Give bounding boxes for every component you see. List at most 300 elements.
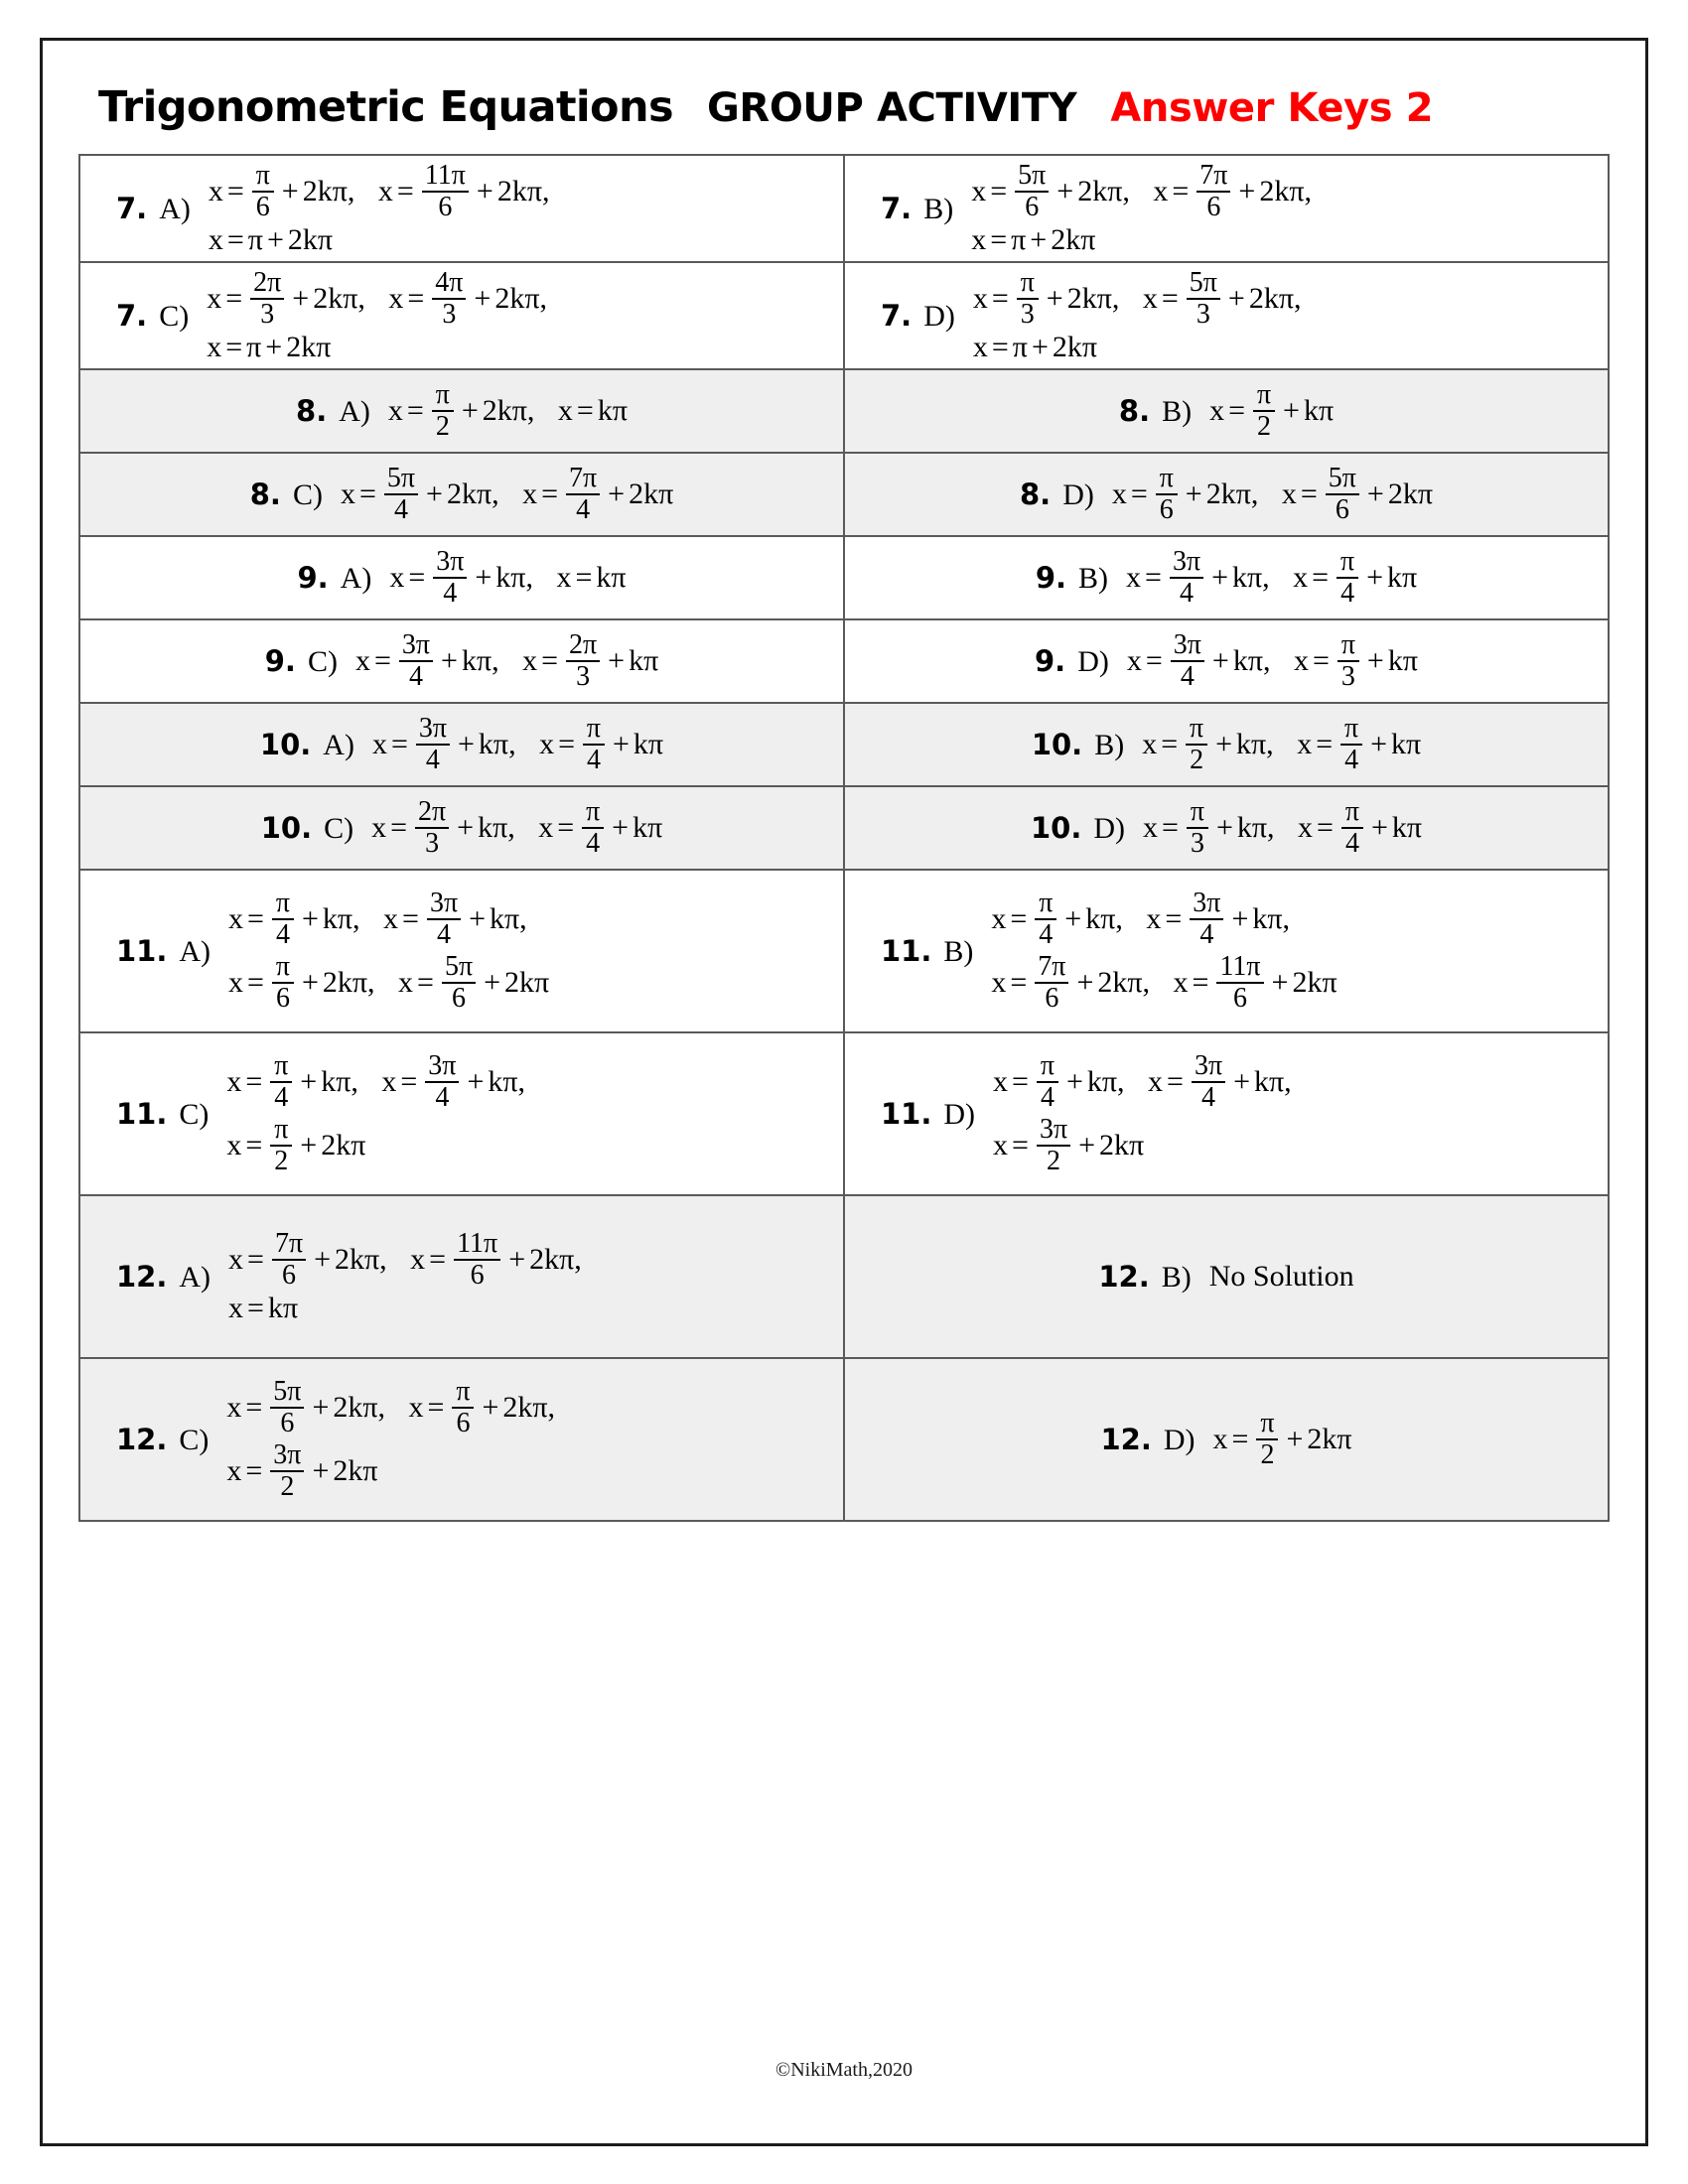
math-operator: = [408, 561, 426, 594]
fraction-numerator: π [456, 1376, 471, 1407]
math-term: 2kπ, [333, 1391, 386, 1424]
math-term: 2kπ, [322, 966, 375, 999]
answer-cell-content [90, 1230, 833, 1323]
equation-line [389, 548, 626, 608]
math-operator: = [991, 282, 1009, 315]
option-letter: A) [159, 192, 191, 225]
option-letter: B) [1162, 394, 1193, 428]
answer-key-table [78, 154, 1610, 1522]
equation-line [226, 1116, 525, 1175]
answer-cell-content [90, 889, 833, 1013]
answer-cell-content [855, 793, 1598, 863]
math-term: x [522, 644, 538, 677]
math-operator: = [226, 175, 244, 207]
fraction-numerator: 3π [1193, 887, 1221, 918]
table-row [79, 155, 1609, 262]
fraction-denominator: 4 [587, 745, 601, 775]
math-operator: = [417, 966, 434, 999]
fraction-numerator: 3π [418, 713, 447, 744]
fraction-numerator: 3π [1173, 629, 1201, 660]
fraction-denominator: 4 [425, 745, 440, 775]
math-operator: + [612, 811, 630, 844]
math-term: x [226, 1065, 242, 1098]
math-term: x [557, 394, 573, 427]
fraction [1187, 798, 1208, 858]
option-letter: D) [1093, 811, 1126, 845]
math-term: kπ, [1236, 728, 1274, 760]
math-term: x [377, 175, 393, 207]
math-term: 2kπ, [313, 282, 365, 315]
math-term: x [228, 1243, 244, 1276]
math-term: 2kπ, [494, 282, 547, 315]
math-term: kπ [633, 811, 663, 844]
fraction-numerator: π [435, 379, 450, 410]
fraction-numerator: π [255, 160, 270, 191]
math-term: kπ [267, 1292, 299, 1324]
math-operator: + [1238, 175, 1256, 207]
math-term: x [1173, 966, 1189, 999]
fraction-numerator: π [1020, 267, 1035, 298]
option-letter: D) [943, 1097, 976, 1131]
equation-group [993, 1052, 1292, 1175]
question-number: 8. [1020, 477, 1052, 511]
math-operator: + [1056, 175, 1074, 207]
equation-line [1127, 631, 1418, 691]
math-operator: = [541, 478, 559, 510]
fraction [1170, 548, 1203, 608]
answer-cell-content [855, 376, 1598, 446]
fraction-numerator: π [586, 796, 601, 827]
fraction-numerator: 4π [435, 267, 464, 298]
equation-line [228, 1230, 582, 1290]
fraction-denominator: 4 [576, 494, 591, 525]
fraction-denominator: 4 [586, 828, 601, 859]
math-term: x [228, 902, 244, 935]
fraction-numerator: π [1039, 887, 1054, 918]
math-operator: = [1012, 1129, 1029, 1161]
answer-label [116, 299, 189, 334]
math-operator: = [245, 1129, 263, 1161]
answer-label [116, 934, 211, 969]
page-title: Trigonometric Equations [98, 82, 673, 132]
option-letter: C) [307, 644, 338, 678]
math-operator: = [1167, 1065, 1184, 1098]
fraction-denominator: 3 [1196, 299, 1210, 330]
math-term: π [246, 331, 262, 363]
fraction-numerator: 5π [386, 463, 416, 493]
equation-line [209, 162, 550, 221]
math-operator: + [1211, 561, 1229, 594]
equation-group [209, 162, 550, 255]
math-term: x [1212, 1423, 1228, 1455]
question-number: 7. [881, 298, 913, 333]
fraction-numerator: π [274, 1050, 289, 1081]
math-operator: + [608, 644, 626, 677]
fraction-numerator: 5π [1189, 267, 1217, 298]
math-gap [499, 478, 507, 511]
math-gap [534, 394, 542, 428]
math-term: x [1126, 644, 1142, 677]
math-term: 2kπ [287, 223, 334, 256]
math-gap [1123, 902, 1131, 936]
fraction [1187, 269, 1220, 329]
answer-cell [79, 262, 844, 369]
fraction-numerator: 3π [1039, 1114, 1068, 1145]
fraction [422, 162, 469, 221]
math-operator: + [458, 728, 475, 760]
fraction [1192, 1052, 1225, 1112]
math-gap [516, 728, 524, 761]
fraction [1017, 269, 1039, 329]
fraction-denominator: 6 [1232, 983, 1247, 1014]
equation-line [228, 889, 549, 949]
fraction-denominator: 6 [1025, 192, 1040, 222]
equation-line [207, 333, 547, 362]
math-operator: + [1064, 902, 1082, 935]
answer-label [296, 394, 370, 429]
equation-line [1142, 715, 1421, 774]
equation-group [372, 715, 663, 774]
table-row [79, 703, 1609, 786]
math-gap [1270, 561, 1278, 595]
math-operator: + [475, 561, 492, 594]
math-term: x [408, 1391, 424, 1424]
fraction-numerator: 3π [428, 1050, 457, 1081]
answer-cell [844, 619, 1609, 703]
option-letter: D) [923, 299, 955, 333]
answer-label [1032, 728, 1124, 762]
fraction [1035, 889, 1056, 949]
fraction-numerator: 3π [273, 1439, 302, 1470]
math-operator: + [482, 1391, 499, 1424]
question-number: 10. [260, 810, 313, 845]
option-letter: A) [179, 934, 211, 968]
math-term: 2kπ, [1097, 966, 1151, 999]
fraction [415, 798, 449, 858]
math-term: x [410, 1243, 426, 1276]
answer-cell-content [855, 1242, 1598, 1311]
answer-cell-content [90, 543, 833, 613]
table-row [79, 262, 1609, 369]
option-letter: B) [923, 192, 954, 225]
answer-cell-content [90, 793, 833, 863]
equation-line [226, 1052, 525, 1112]
math-operator: + [312, 1454, 330, 1487]
equation-group [971, 162, 1312, 255]
math-term: kπ, [461, 644, 499, 677]
equation-line [1112, 465, 1433, 524]
answer-label [1119, 394, 1192, 429]
equation-group [1209, 381, 1334, 441]
fraction [1037, 1052, 1058, 1112]
math-term: kπ, [1232, 644, 1271, 677]
math-term: kπ [597, 394, 628, 427]
fraction [270, 1052, 292, 1112]
option-letter: B) [1078, 561, 1109, 595]
math-operator: = [402, 902, 419, 935]
fraction-numerator: 2π [253, 267, 282, 298]
fraction [1035, 953, 1068, 1013]
fraction [272, 889, 294, 949]
equation-group [1127, 631, 1418, 691]
question-number: 7. [116, 298, 148, 333]
answer-cell-content [855, 1052, 1598, 1175]
math-gap [533, 561, 541, 595]
fraction [452, 1378, 474, 1437]
answer-cell [844, 1358, 1609, 1521]
math-operator: + [1271, 966, 1289, 999]
option-letter: D) [1163, 1423, 1196, 1456]
math-operator: = [990, 223, 1008, 256]
math-operator: + [312, 1391, 330, 1424]
question-number: 12. [116, 1259, 168, 1294]
fraction-denominator: 6 [275, 983, 290, 1014]
math-term: 2kπ, [1259, 175, 1312, 207]
equation-line [991, 889, 1336, 949]
fraction-denominator: 4 [408, 661, 423, 692]
math-operator: + [1030, 223, 1048, 256]
math-term: 2kπ [333, 1454, 378, 1487]
math-term: 2kπ, [482, 394, 535, 427]
question-number: 7. [881, 191, 913, 225]
equation-line [372, 715, 663, 774]
fraction-denominator: 4 [275, 919, 290, 950]
math-operator: = [990, 175, 1008, 207]
math-operator: = [390, 811, 408, 844]
fraction-denominator: 4 [443, 578, 458, 609]
question-number: 8. [296, 393, 328, 428]
question-number: 9. [1035, 560, 1067, 595]
math-operator: + [314, 1243, 332, 1276]
fraction [432, 269, 466, 329]
fraction-numerator: 11π [424, 160, 466, 191]
math-term: x [389, 561, 405, 594]
math-operator: + [1185, 478, 1202, 510]
math-term: kπ, [488, 1065, 526, 1098]
math-operator: + [1231, 902, 1249, 935]
answer-cell-content [90, 710, 833, 779]
fraction-denominator: 4 [1344, 745, 1359, 775]
math-operator: = [1145, 561, 1162, 594]
fraction [1156, 465, 1178, 524]
math-operator: = [225, 282, 243, 315]
answer-cell [79, 536, 844, 619]
fraction [442, 953, 476, 1013]
fraction-denominator: 4 [1180, 578, 1195, 609]
math-term: x [991, 902, 1007, 935]
answer-label [881, 299, 955, 334]
math-operator: = [406, 394, 424, 427]
fraction [1015, 162, 1049, 221]
answer-label [1098, 1260, 1191, 1295]
math-operator: + [461, 394, 479, 427]
math-term: x [207, 331, 222, 363]
question-number: 12. [116, 1422, 168, 1456]
fraction-numerator: π [1256, 379, 1272, 410]
question-number: 10. [1031, 727, 1083, 761]
fraction-numerator: π [1344, 713, 1359, 744]
equation-line [207, 269, 547, 329]
math-operator: = [247, 902, 264, 935]
math-term: x [1126, 561, 1142, 594]
math-operator: + [1215, 728, 1233, 760]
answer-label [260, 728, 354, 762]
answer-label [1020, 478, 1094, 512]
fraction [416, 715, 450, 774]
footer-credit: ©NikiMath,2020 [775, 2059, 913, 2081]
fraction-denominator: 4 [435, 1082, 450, 1113]
equation-line [1143, 798, 1422, 858]
question-number: 10. [259, 727, 312, 761]
math-term: x [972, 282, 988, 315]
answer-label [261, 811, 353, 846]
math-operator: = [1312, 561, 1330, 594]
answer-cell [844, 262, 1609, 369]
math-term: x [993, 1065, 1009, 1098]
math-term: kπ, [1232, 561, 1270, 594]
fraction [1171, 631, 1204, 691]
equation-line [388, 381, 628, 441]
fraction-numerator: 5π [1328, 463, 1356, 493]
math-operator: + [300, 1065, 318, 1098]
equation-group [991, 889, 1336, 1013]
answer-cell-content [855, 626, 1598, 696]
math-term: x [354, 644, 370, 677]
fraction-denominator: 2 [435, 411, 450, 442]
fraction-numerator: 2π [418, 796, 447, 827]
fraction-denominator: 6 [438, 192, 453, 222]
math-term: kπ, [478, 811, 515, 844]
fraction-numerator: 11π [1219, 951, 1261, 982]
fraction [1341, 798, 1363, 858]
question-number: 9. [297, 560, 329, 595]
math-operator: = [541, 644, 559, 677]
math-operator: = [576, 394, 594, 427]
equation-group [226, 1378, 555, 1501]
fraction-numerator: π [1190, 713, 1204, 744]
fraction-numerator: 3π [429, 887, 459, 918]
equation-group [388, 381, 628, 441]
option-letter: A) [340, 561, 372, 595]
math-gap [1274, 728, 1282, 761]
math-gap [354, 175, 362, 208]
math-operator: + [608, 478, 626, 510]
math-term: kπ, [1236, 811, 1275, 844]
math-term: x [1281, 478, 1297, 510]
math-operator: = [247, 966, 264, 999]
fraction [432, 381, 454, 441]
math-operator: = [1162, 811, 1179, 844]
math-operator: = [396, 175, 414, 207]
math-operator: + [1076, 966, 1094, 999]
math-operator: = [247, 1243, 264, 1276]
math-term: x [971, 223, 987, 256]
answer-cell-content [855, 460, 1598, 529]
table-row [79, 536, 1609, 619]
fraction-denominator: 4 [1340, 578, 1355, 609]
math-term: x [371, 811, 387, 844]
math-operator: = [429, 1243, 447, 1276]
math-term: kπ [1303, 394, 1335, 427]
fraction-denominator: 6 [280, 1408, 295, 1438]
math-operator: = [1010, 902, 1028, 935]
equation-line [973, 333, 1302, 362]
answer-label [1036, 561, 1108, 596]
math-operator: = [245, 1454, 263, 1487]
math-operator: = [1317, 811, 1334, 844]
fraction-numerator: 7π [1199, 160, 1228, 191]
fraction [425, 1052, 459, 1112]
equation-line [1126, 548, 1417, 608]
math-term: kπ, [490, 902, 527, 935]
question-number: 11. [116, 933, 168, 968]
fraction-denominator: 4 [393, 494, 408, 525]
math-term: x [972, 331, 988, 363]
table-row [79, 786, 1609, 870]
math-gap [1125, 1065, 1133, 1099]
math-term: x [381, 1065, 397, 1098]
fraction [272, 1230, 306, 1290]
math-term: kπ, [1252, 902, 1291, 935]
math-term: kπ, [1254, 1065, 1292, 1098]
answer-cell-content [855, 710, 1598, 779]
math-term: π [1011, 223, 1027, 256]
math-term: kπ, [322, 902, 360, 935]
fraction [272, 953, 294, 1013]
math-operator: = [226, 223, 244, 256]
fraction [427, 889, 461, 949]
option-letter: A) [339, 394, 370, 428]
fraction [252, 162, 274, 221]
equation-group [228, 1230, 582, 1323]
answer-label [1100, 1423, 1195, 1457]
fraction-denominator: 3 [442, 299, 457, 330]
math-operator: = [1161, 282, 1179, 315]
answer-cell [79, 703, 844, 786]
math-operator: + [266, 223, 284, 256]
math-term: π [247, 223, 263, 256]
equation-group [1126, 548, 1417, 608]
fraction [1216, 953, 1263, 1013]
math-term: 2kπ [1307, 1423, 1352, 1455]
math-term: kπ, [1085, 902, 1123, 935]
math-term: 2kπ [1387, 478, 1433, 510]
table-row [79, 870, 1609, 1032]
equation-group [228, 889, 549, 1013]
equation-line [993, 1052, 1292, 1112]
fraction [582, 798, 604, 858]
answer-text: No Solution [1208, 1260, 1354, 1293]
math-operator: + [300, 1129, 318, 1161]
math-term: x [1146, 902, 1162, 935]
math-operator: + [457, 811, 475, 844]
math-term: kπ [629, 644, 659, 677]
math-operator: = [1231, 1423, 1249, 1455]
fraction-denominator: 3 [1340, 661, 1355, 692]
math-term: x [1111, 478, 1127, 510]
question-number: 9. [264, 643, 296, 678]
fraction-denominator: 6 [1045, 983, 1059, 1014]
equation-group [1112, 465, 1433, 524]
answer-cell [844, 703, 1609, 786]
equation-line [228, 1294, 582, 1323]
math-term: x [991, 966, 1007, 999]
math-term: kπ [633, 728, 664, 760]
fraction-numerator: 11π [457, 1228, 498, 1259]
fraction-denominator: 2 [1047, 1146, 1061, 1176]
fraction-denominator: 6 [452, 983, 467, 1014]
answer-label [881, 1097, 975, 1132]
